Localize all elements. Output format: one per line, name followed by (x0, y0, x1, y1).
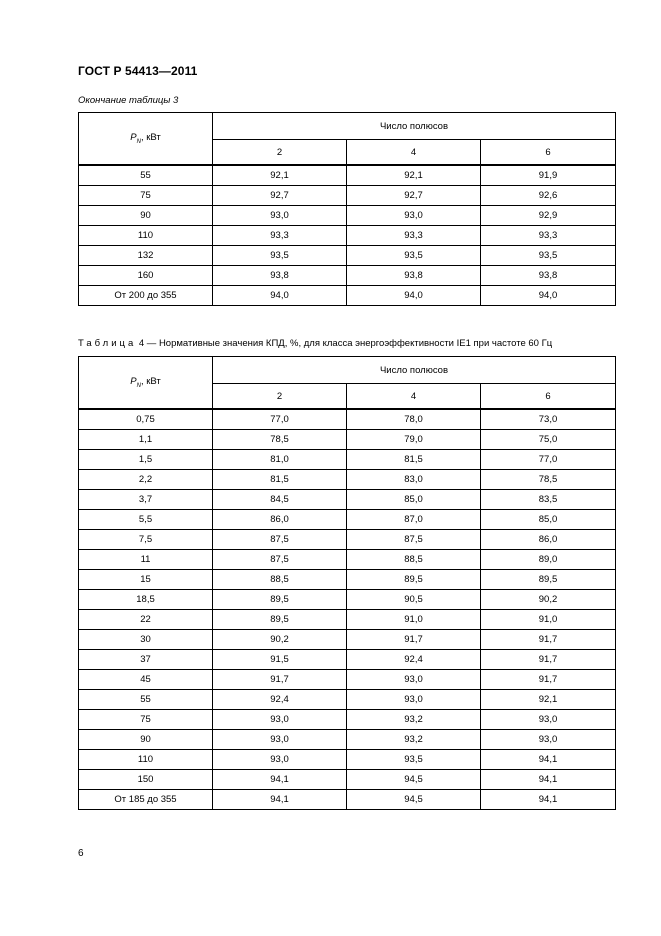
efficiency-cell: 77,0 (213, 409, 347, 430)
efficiency-cell: 93,0 (213, 750, 347, 770)
efficiency-cell: 92,1 (347, 165, 481, 186)
table4-caption-prefix: Таблица (78, 338, 137, 349)
efficiency-cell: 91,0 (481, 610, 616, 630)
document-header: ГОСТ Р 54413—2011 (78, 64, 198, 78)
table-row (79, 610, 616, 630)
efficiency-cell: 81,5 (213, 470, 347, 490)
efficiency-cell: 92,1 (481, 690, 616, 710)
power-cell: 90 (79, 730, 213, 750)
efficiency-cell: 85,0 (347, 490, 481, 510)
efficiency-cell: 86,0 (213, 510, 347, 530)
efficiency-cell: 94,1 (213, 790, 347, 810)
power-cell: 90 (79, 206, 213, 226)
efficiency-cell: 91,7 (347, 630, 481, 650)
table-row (79, 450, 616, 470)
table-row (79, 590, 616, 610)
efficiency-cell: 94,0 (213, 286, 347, 306)
power-cell: 0,75 (79, 409, 213, 430)
table-row (79, 790, 616, 810)
power-column-header: $P_N$, кВт (79, 113, 213, 166)
efficiency-cell: 93,0 (213, 206, 347, 226)
table-row (79, 266, 616, 286)
efficiency-cell: 91,7 (213, 670, 347, 690)
table-row (79, 186, 616, 206)
efficiency-cell: 91,7 (481, 670, 616, 690)
table-row (79, 770, 616, 790)
efficiency-cell: 94,5 (347, 770, 481, 790)
efficiency-cell: 87,5 (213, 550, 347, 570)
efficiency-cell: 89,5 (213, 590, 347, 610)
power-cell: 132 (79, 246, 213, 266)
power-cell: 30 (79, 630, 213, 650)
table4-caption (78, 338, 552, 349)
efficiency-cell: 93,3 (213, 226, 347, 246)
efficiency-cell: 83,0 (347, 470, 481, 490)
table-row (79, 570, 616, 590)
table-row (79, 530, 616, 550)
efficiency-cell: 92,9 (481, 206, 616, 226)
power-cell: 3,7 (79, 490, 213, 510)
table4-body (79, 409, 616, 810)
table-row (79, 409, 616, 430)
power-column-header: $P_N$, кВт (79, 357, 213, 410)
efficiency-cell: 78,5 (213, 430, 347, 450)
efficiency-cell: 77,0 (481, 450, 616, 470)
table-row (79, 430, 616, 450)
efficiency-cell: 93,8 (481, 266, 616, 286)
efficiency-cell: 87,5 (347, 530, 481, 550)
efficiency-cell: 78,5 (481, 470, 616, 490)
efficiency-cell: 81,0 (213, 450, 347, 470)
power-cell: 110 (79, 226, 213, 246)
efficiency-cell: 94,1 (481, 790, 616, 810)
power-cell: 75 (79, 186, 213, 206)
power-cell: 2,2 (79, 470, 213, 490)
efficiency-cell: 93,0 (481, 730, 616, 750)
page-number: 6 (78, 848, 84, 859)
efficiency-cell: 93,5 (347, 750, 481, 770)
poles-header-cell: 4 (347, 384, 481, 410)
power-cell: От 200 до 355 (79, 286, 213, 306)
efficiency-cell: 92,7 (347, 186, 481, 206)
poles-header-cell: 6 (481, 384, 616, 410)
power-cell: 75 (79, 710, 213, 730)
table3-body (79, 165, 616, 306)
power-cell: 37 (79, 650, 213, 670)
poles-header-cell: 2 (213, 384, 347, 410)
table-row (79, 206, 616, 226)
efficiency-cell: 90,2 (481, 590, 616, 610)
efficiency-cell: 86,0 (481, 530, 616, 550)
table3-caption: Окончание таблицы 3 (78, 95, 179, 106)
table4-caption-text: 4 — Нормативные значения КПД, %, для класса энергоэффективности IE1 при частоте 60 Гц (136, 338, 553, 349)
table-row (79, 470, 616, 490)
table-row (79, 750, 616, 770)
efficiency-cell: 93,2 (347, 710, 481, 730)
efficiency-cell: 92,4 (347, 650, 481, 670)
efficiency-cell: 93,0 (347, 206, 481, 226)
efficiency-cell: 91,0 (347, 610, 481, 630)
power-cell: 11 (79, 550, 213, 570)
efficiency-cell: 93,5 (481, 246, 616, 266)
efficiency-cell: 81,5 (347, 450, 481, 470)
efficiency-cell: 93,8 (213, 266, 347, 286)
efficiency-cell: 94,5 (347, 790, 481, 810)
efficiency-cell: 92,4 (213, 690, 347, 710)
table-row (79, 510, 616, 530)
power-cell: 18,5 (79, 590, 213, 610)
efficiency-cell: 91,9 (481, 165, 616, 186)
efficiency-cell: 75,0 (481, 430, 616, 450)
table-row (79, 490, 616, 510)
efficiency-cell: 93,8 (347, 266, 481, 286)
power-cell: 7,5 (79, 530, 213, 550)
efficiency-cell: 94,0 (481, 286, 616, 306)
efficiency-cell: 85,0 (481, 510, 616, 530)
efficiency-cell: 91,5 (213, 650, 347, 670)
table-row (79, 730, 616, 750)
efficiency-cell: 94,1 (213, 770, 347, 790)
efficiency-cell: 93,5 (213, 246, 347, 266)
efficiency-cell: 88,5 (213, 570, 347, 590)
power-cell: 1,5 (79, 450, 213, 470)
efficiency-cell: 78,0 (347, 409, 481, 430)
efficiency-cell: 90,5 (347, 590, 481, 610)
table-row (79, 690, 616, 710)
table-row (79, 246, 616, 266)
efficiency-cell: 89,5 (347, 570, 481, 590)
power-cell: 15 (79, 570, 213, 590)
power-cell: 55 (79, 690, 213, 710)
efficiency-cell: 79,0 (347, 430, 481, 450)
efficiency-cell: 92,7 (213, 186, 347, 206)
efficiency-cell: 94,1 (481, 750, 616, 770)
table-row (79, 226, 616, 246)
efficiency-cell: 88,5 (347, 550, 481, 570)
power-cell: 1,1 (79, 430, 213, 450)
table4 (78, 356, 616, 810)
efficiency-cell: 73,0 (481, 409, 616, 430)
efficiency-cell: 93,0 (481, 710, 616, 730)
efficiency-cell: 91,7 (481, 630, 616, 650)
power-cell: 150 (79, 770, 213, 790)
table3 (78, 112, 616, 306)
efficiency-cell: 89,5 (213, 610, 347, 630)
efficiency-cell: 93,3 (481, 226, 616, 246)
efficiency-cell: 94,1 (481, 770, 616, 790)
table-row (79, 286, 616, 306)
efficiency-cell: 93,3 (347, 226, 481, 246)
efficiency-cell: 84,5 (213, 490, 347, 510)
power-cell: 55 (79, 165, 213, 186)
power-cell: 160 (79, 266, 213, 286)
table-row (79, 630, 616, 650)
poles-header-cell: 6 (481, 140, 616, 166)
poles-group-header: Число полюсов (213, 357, 616, 384)
efficiency-cell: 93,2 (347, 730, 481, 750)
efficiency-cell: 91,7 (481, 650, 616, 670)
table-row (79, 550, 616, 570)
efficiency-cell: 90,2 (213, 630, 347, 650)
table-row (79, 670, 616, 690)
efficiency-cell: 83,5 (481, 490, 616, 510)
efficiency-cell: 87,5 (213, 530, 347, 550)
power-cell: От 185 до 355 (79, 790, 213, 810)
poles-header-cell: 2 (213, 140, 347, 166)
efficiency-cell: 93,5 (347, 246, 481, 266)
table-row (79, 650, 616, 670)
efficiency-cell: 93,0 (347, 670, 481, 690)
efficiency-cell: 92,6 (481, 186, 616, 206)
power-cell: 5,5 (79, 510, 213, 530)
power-cell: 45 (79, 670, 213, 690)
power-cell: 22 (79, 610, 213, 630)
efficiency-cell: 94,0 (347, 286, 481, 306)
efficiency-cell: 87,0 (347, 510, 481, 530)
efficiency-cell: 93,0 (347, 690, 481, 710)
poles-header-cell: 4 (347, 140, 481, 166)
power-cell: 110 (79, 750, 213, 770)
efficiency-cell: 92,1 (213, 165, 347, 186)
table-row (79, 710, 616, 730)
efficiency-cell: 93,0 (213, 710, 347, 730)
efficiency-cell: 89,0 (481, 550, 616, 570)
efficiency-cell: 93,0 (213, 730, 347, 750)
table-row (79, 165, 616, 186)
poles-group-header: Число полюсов (213, 113, 616, 140)
efficiency-cell: 89,5 (481, 570, 616, 590)
